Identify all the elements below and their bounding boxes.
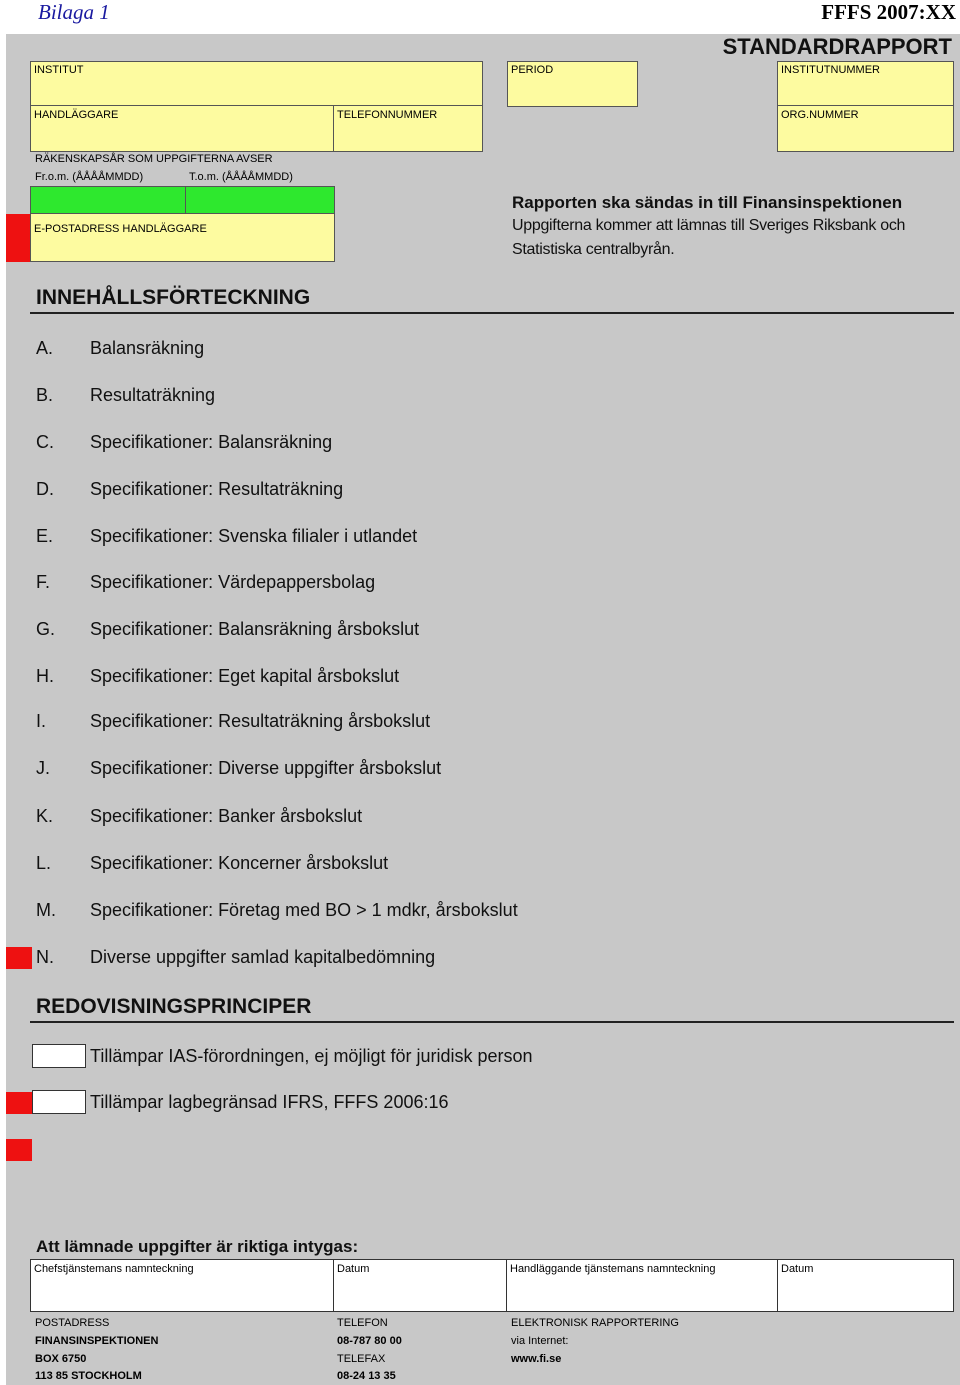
toc-item: Specifikationer: Banker årsbokslut [90,806,363,826]
ifrs-option-label: Tillämpar lagbegränsad IFRS, FFFS 2006:16 [90,1092,449,1112]
institut-label: INSTITUT [34,64,84,76]
toc-item: Specifikationer: Balansräkning [90,432,333,452]
toc-item: Specifikationer: Resultaträkning [90,479,344,499]
postadress-city: 113 85 STOCKHOLM [35,1370,142,1382]
period-label: PERIOD [511,64,554,76]
telefon-label: TELEFON [337,1317,388,1329]
telefon-value: 08-787 80 00 [337,1335,402,1347]
toc-letter: D. [36,479,54,499]
toc-item: Diverse uppgifter samlad kapitalbedömning [90,947,436,967]
ias-option-label: Tillämpar IAS-förordningen, ej möjligt för juridisk person [90,1046,533,1066]
toc-item: Specifikationer: Balansräkning årsbokslut [90,619,420,639]
toc-letter: H. [36,666,54,686]
orgnummer-label: ORG.NUMMER [781,109,859,121]
toc-letter: J. [36,758,51,778]
toc-letter: A. [36,338,54,358]
handlaggande-signature-label: Handläggande tjänstemans namnteckning [510,1263,716,1275]
toc-item: Specifikationer: Företag med BO > 1 mdkr, årsbokslut [90,900,518,920]
postadress-box: BOX 6750 [35,1353,87,1365]
from-date-input[interactable] [30,186,186,214]
handlaggande-signature-field[interactable] [506,1259,779,1312]
toc-letter: M. [36,900,56,920]
toc-letter: C. [36,432,54,452]
toc-item: Specifikationer: Svenska filialer i utlandet [90,526,418,546]
handlaggare-label: HANDLÄGGARE [34,109,119,121]
institutnummer-label: INSTITUTNUMMER [781,64,880,76]
toc-letter: F. [36,572,51,592]
telefax-value: 08-24 13 35 [337,1370,396,1382]
toc-item: Balansräkning [90,338,205,358]
telefax-label: TELEFAX [337,1353,386,1365]
date-label-1: Datum [337,1263,370,1275]
chef-signature-label: Chefstjänstemans namnteckning [34,1263,194,1275]
principles-divider [30,1021,954,1023]
to-date-input[interactable] [185,186,335,214]
toc-letter: G. [36,619,56,639]
toc-divider [30,312,954,314]
institutnummer-field[interactable] [777,61,954,107]
date-field-2[interactable] [777,1259,954,1312]
new-item-marker [6,1092,32,1114]
to-date-label: T.o.m. (ÅÅÅÅMMDD) [189,171,293,183]
new-item-marker [6,1139,32,1161]
chef-signature-field[interactable] [30,1259,335,1312]
notice-line-2: Statistiska centralbyrån. [512,241,675,258]
toc-item: Resultaträkning [90,385,216,405]
regulation-code: FFFS 2007:XX [821,0,956,24]
toc-item: Specifikationer: Eget kapital årsbokslut [90,666,400,686]
toc-item: Specifikationer: Resultaträkning årsbokslut [90,711,431,731]
website-link[interactable]: www.fi.se [511,1353,562,1365]
rakenskapsar-label: RÄKENSKAPSÅR SOM UPPGIFTERNA AVSER [35,153,273,165]
page-title: STANDARDRAPPORT [722,34,952,59]
toc-item: Specifikationer: Diverse uppgifter årsbokslut [90,758,442,778]
ias-checkbox[interactable] [32,1044,86,1068]
epost-label: E-POSTADRESS HANDLÄGGARE [34,223,207,235]
notice-line-1: Uppgifterna kommer att lämnas till Sveriges Riksbank och [512,217,906,234]
toc-letter: I. [36,711,47,731]
toc-letter: N. [36,947,54,967]
attest-heading: Att lämnade uppgifter är riktiga intygas: [36,1237,359,1256]
telefonnummer-label: TELEFONNUMMER [337,109,438,121]
telefonnummer-field[interactable] [333,105,483,152]
toc-item: Specifikationer: Värdepappersbolag [90,572,376,592]
institut-field[interactable] [30,61,483,107]
postadress-label: POSTADRESS [35,1317,110,1329]
toc-item: Specifikationer: Koncerner årsbokslut [90,853,389,873]
notice-title: Rapporten ska sändas in till Finansinspektionen [512,193,903,212]
elektronisk-label: ELEKTRONISK RAPPORTERING [511,1317,679,1329]
from-date-label: Fr.o.m. (ÅÅÅÅMMDD) [35,171,144,183]
toc-heading: INNEHÅLLSFÖRTECKNING [36,286,311,309]
date-field-1[interactable] [333,1259,508,1312]
date-label-2: Datum [781,1263,814,1275]
required-marker [6,214,32,262]
principles-heading: REDOVISNINGSPRINCIPER [36,995,312,1018]
orgnummer-field[interactable] [777,105,954,152]
new-item-marker [6,947,32,969]
appendix-label: Bilaga 1 [38,0,110,24]
postadress-name: FINANSINSPEKTIONEN [35,1335,159,1347]
toc-letter: K. [36,806,54,826]
epost-field[interactable] [30,213,335,262]
period-field[interactable] [507,61,638,107]
elektronisk-via: via Internet: [511,1335,569,1347]
toc-letter: E. [36,526,54,546]
toc-letter: B. [36,385,54,405]
handlaggare-field[interactable] [30,105,335,152]
toc-letter: L. [36,853,52,873]
ifrs-checkbox[interactable] [32,1090,86,1114]
